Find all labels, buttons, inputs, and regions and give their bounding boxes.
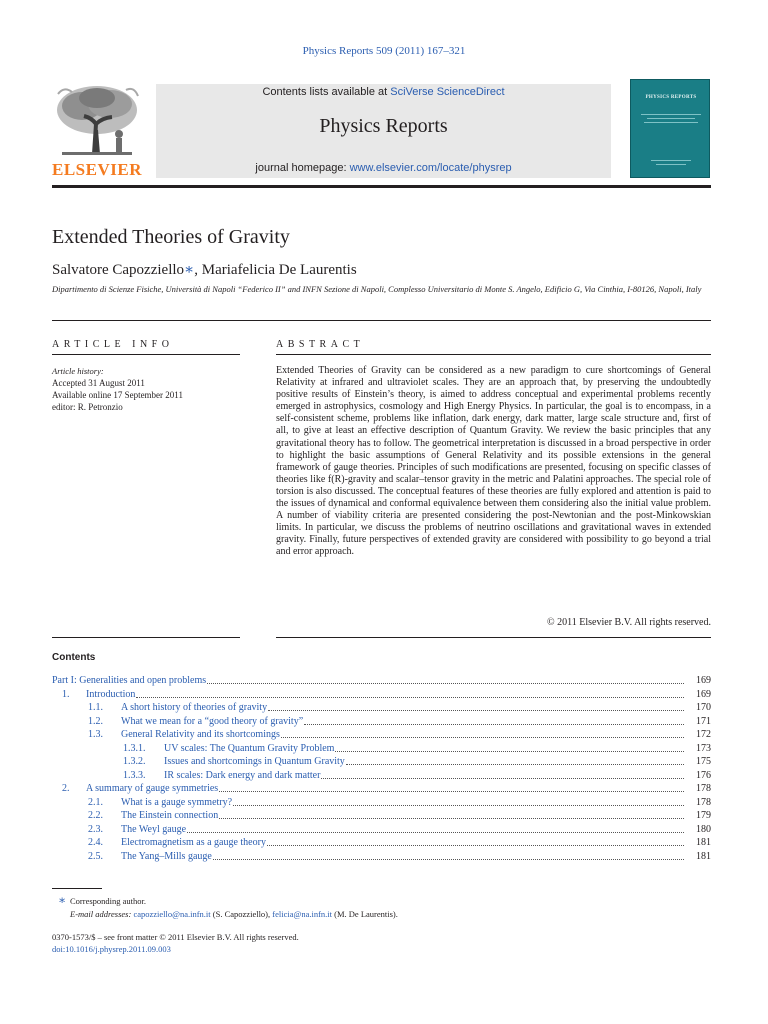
tree-icon bbox=[52, 84, 142, 158]
toc-page: 179 bbox=[696, 810, 711, 821]
toc-number: 1.3.1. bbox=[123, 742, 146, 754]
toc-leader-dots bbox=[267, 837, 684, 846]
toc-title[interactable]: Electromagnetism as a gauge theory bbox=[121, 837, 266, 848]
publisher-name: ELSEVIER bbox=[52, 160, 142, 179]
toc-leader-dots bbox=[335, 743, 684, 752]
toc-page: 170 bbox=[696, 702, 711, 713]
toc-number: 2.1. bbox=[88, 796, 103, 808]
toc-leader-dots bbox=[136, 689, 684, 698]
toc-title[interactable]: What is a gauge symmetry? bbox=[121, 796, 233, 808]
toc-title[interactable]: Introduction bbox=[86, 688, 136, 700]
toc-leader-dots bbox=[233, 797, 684, 806]
toc-leader-dots bbox=[321, 770, 684, 779]
toc-page: 180 bbox=[696, 823, 711, 835]
toc-page: 169 bbox=[696, 688, 711, 700]
history-label: Article history: bbox=[52, 366, 104, 376]
corresponding-author-mark[interactable]: ∗ bbox=[184, 262, 195, 278]
toc-number: 1.3. bbox=[88, 729, 103, 740]
journal-header-box bbox=[156, 84, 611, 178]
toc-row[interactable] bbox=[0, 743, 768, 757]
accepted-date: Accepted 31 August 2011 bbox=[52, 378, 145, 388]
toc-row[interactable] bbox=[0, 675, 768, 689]
doi-link[interactable]: doi:10.1016/j.physrep.2011.09.003 bbox=[52, 944, 171, 954]
author-2: Mariafelicia De Laurentis bbox=[201, 262, 357, 278]
footnote-divider bbox=[52, 888, 102, 889]
online-date: Available online 17 September 2011 bbox=[52, 390, 183, 400]
toc-page: 169 bbox=[696, 675, 711, 686]
toc-row[interactable] bbox=[0, 770, 768, 784]
journal-title: Physics Reports bbox=[319, 115, 448, 137]
toc-title[interactable]: Part I: Generalities and open problems bbox=[52, 675, 207, 686]
toc-row[interactable] bbox=[0, 702, 768, 716]
toc-page: 178 bbox=[696, 796, 711, 808]
toc-number: 2.3. bbox=[88, 823, 103, 835]
toc-number: 2.2. bbox=[88, 810, 103, 821]
toc-number: 2. bbox=[62, 783, 70, 794]
toc-title[interactable]: A short history of theories of gravity bbox=[121, 702, 268, 713]
toc-page: 173 bbox=[696, 742, 711, 754]
footnote-corresponding: Corresponding author. bbox=[70, 896, 147, 906]
toc-number: 2.5. bbox=[88, 850, 103, 862]
toc-leader-dots bbox=[268, 702, 684, 711]
article-title: Extended Theories of Gravity bbox=[52, 226, 290, 248]
info-bottom-divider bbox=[52, 637, 240, 638]
journal-cover-image bbox=[630, 79, 710, 178]
toc-leader-dots bbox=[219, 783, 684, 792]
footnote-mark: ∗ bbox=[58, 893, 67, 907]
toc-row[interactable] bbox=[0, 756, 768, 770]
copyright: © 2011 Elsevier B.V. All rights reserved. bbox=[547, 617, 711, 628]
homepage-prefix: journal homepage: bbox=[255, 162, 350, 174]
toc-page: 178 bbox=[696, 783, 711, 794]
contents-heading: Contents bbox=[52, 652, 96, 663]
toc-number: 1. bbox=[62, 688, 70, 700]
toc-number: 1.3.2. bbox=[123, 756, 146, 767]
toc-title[interactable]: IR scales: Dark energy and dark matter bbox=[164, 769, 321, 781]
toc-title[interactable]: The Yang–Mills gauge bbox=[121, 850, 212, 862]
email-label: E-mail addresses: bbox=[70, 909, 134, 919]
toc-leader-dots bbox=[219, 810, 684, 819]
toc-page: 172 bbox=[696, 729, 711, 740]
toc-row[interactable] bbox=[0, 810, 768, 824]
cover-title: PHYSICS REPORTS bbox=[645, 95, 697, 100]
toc-leader-dots bbox=[187, 824, 684, 833]
email-link-2[interactable]: felicia@na.infn.it bbox=[272, 909, 333, 919]
toc-row[interactable] bbox=[0, 837, 768, 851]
header-divider bbox=[52, 185, 711, 188]
footnote-emails: E-mail addresses: capozziello@na.infn.it (S. Capozziello), felicia@na.infn.it (M. De Laurentis). bbox=[70, 909, 398, 919]
editor: editor: R. Petronzio bbox=[52, 402, 123, 412]
affiliation: Dipartimento di Scienze Fisiche, Università di Napoli “Federico II” and INFN Sezione di Napoli, Complesso Universitario di Monte S. Angelo, Edificio G, Via Cinthia, I-80126, Napoli, Italy bbox=[52, 284, 702, 294]
toc-title[interactable]: UV scales: The Quantum Gravity Problem bbox=[164, 742, 335, 754]
front-matter: 0370-1573/$ – see front matter © 2011 Elsevier B.V. All rights reserved. bbox=[52, 932, 299, 942]
elsevier-logo bbox=[52, 84, 142, 178]
toc-row[interactable] bbox=[0, 851, 768, 865]
toc-leader-dots bbox=[213, 851, 684, 860]
toc-number: 1.2. bbox=[88, 715, 103, 727]
journal-homepage bbox=[156, 162, 611, 174]
toc-leader-dots bbox=[207, 675, 684, 684]
toc-number: 2.4. bbox=[88, 837, 103, 848]
journal-reference[interactable]: Physics Reports 509 (2011) 167–321 bbox=[302, 45, 466, 57]
abstract-divider bbox=[276, 354, 711, 355]
affiliation-divider bbox=[52, 320, 711, 321]
toc-page: 176 bbox=[696, 769, 711, 781]
toc-number: 1.1. bbox=[88, 702, 103, 713]
toc-title[interactable]: The Einstein connection bbox=[121, 810, 219, 821]
toc-page: 181 bbox=[696, 837, 711, 848]
toc-title[interactable]: The Weyl gauge bbox=[121, 823, 187, 835]
toc-row[interactable] bbox=[0, 689, 768, 703]
toc-number: 1.3.3. bbox=[123, 769, 146, 781]
toc-row[interactable] bbox=[0, 797, 768, 811]
toc-title[interactable]: Issues and shortcomings in Quantum Gravity bbox=[164, 756, 345, 767]
toc-leader-dots bbox=[304, 716, 684, 725]
contents-prefix: Contents lists available at bbox=[262, 86, 391, 98]
toc-page: 175 bbox=[696, 756, 711, 767]
authors: Salvatore Capozziello∗, Mariafelicia De Laurentis bbox=[52, 262, 357, 278]
email-link-1[interactable]: capozziello@na.infn.it bbox=[133, 909, 211, 919]
toc-row[interactable] bbox=[0, 729, 768, 743]
homepage-link[interactable]: www.elsevier.com/locate/physrep bbox=[349, 162, 512, 174]
toc-page: 171 bbox=[696, 715, 711, 727]
toc-row[interactable] bbox=[0, 824, 768, 838]
info-divider bbox=[52, 354, 240, 355]
toc-page: 181 bbox=[696, 850, 711, 862]
abstract-bottom-divider bbox=[276, 637, 711, 638]
toc-row[interactable] bbox=[0, 783, 768, 797]
toc-title[interactable]: A summary of gauge symmetries bbox=[86, 783, 219, 794]
abstract-text: Extended Theories of Gravity can be considered as a new paradigm to cure shortcomings of General Relativity at infrared and ultraviolet scales. They are an approach that, by preserving the undoubtedly positive results of Einstein’s theory, is aimed to address conceptual and experimental problems recently emerged in astrophysics, cosmology and High Energy Physics. In particular, the goal is to encompass, in a self-consistent scheme, problems like inflation, dark energy, dark matter, large scale structure and, first of all, to give at least an effective description of Quantum Gravity. We review the basic principles that any gravitational theory has to follow. The geometrical interpretation is discussed in a broad perspective in order to highlight the basic assumptions of General Relativity and its possible extensions in the general framework of gauge theories. Principles of such modifications are presented, focusing on specific classes of theories like f(R)-gravity and scalar–tensor gravity in the metric and Palatini approaches. The special role of torsion is also discussed. The conceptual features of these theories are fully explored and attention is paid to the issues of dynamical and conformal equivalence between them considering also the initial value problem. A number of viability criteria are presented considering the post-Newtonian and the post-Minkowskian limits. In particular, we discuss the problems of neutrino oscillations and gravitational waves in extended gravity. Finally, future perspectives of extended gravity are considered with possibility to go beyond a trial and error approach. bbox=[276, 365, 711, 558]
author-1: Salvatore Capozziello bbox=[52, 262, 185, 278]
contents-availability bbox=[156, 86, 611, 98]
abstract-heading: ABSTRACT bbox=[276, 339, 365, 350]
toc-title[interactable]: General Relativity and its shortcomings bbox=[121, 729, 280, 740]
article-info-heading: ARTICLE INFO bbox=[52, 339, 174, 350]
toc-title[interactable]: What we mean for a “good theory of gravity” bbox=[121, 715, 304, 727]
sciencedirect-link[interactable]: SciVerse ScienceDirect bbox=[390, 86, 505, 98]
toc-leader-dots bbox=[346, 756, 684, 765]
toc-row[interactable] bbox=[0, 716, 768, 730]
toc-leader-dots bbox=[281, 729, 684, 738]
